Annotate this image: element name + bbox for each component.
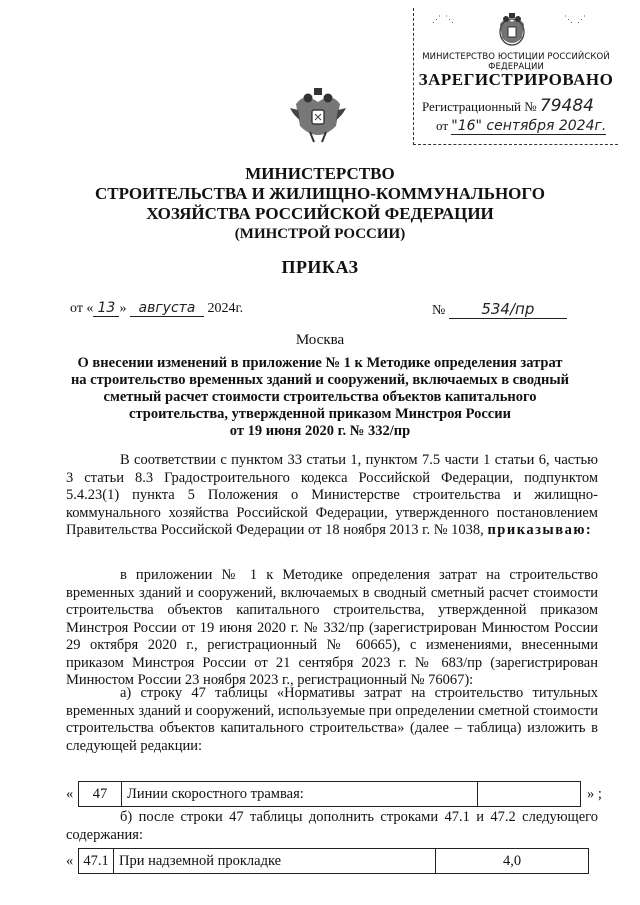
title-line-2: на строительство временных зданий и сооружений, включаемых в сводный <box>70 372 570 388</box>
document-title <box>70 355 570 440</box>
open-quote: « <box>66 852 74 869</box>
title-line-5: от 19 июня 2020 г. № 332/пр <box>229 423 411 439</box>
ministry-line-3: ХОЗЯЙСТВА РОССИЙСКОЙ ФЕДЕРАЦИИ <box>146 204 494 223</box>
registration-stamp <box>413 8 618 145</box>
stamp-dots-left: ⋰⋱ <box>432 14 458 24</box>
close-quote: » ; <box>587 785 602 802</box>
city: Москва <box>295 332 345 348</box>
order-number <box>432 300 567 319</box>
stamp-ministry: МИНИСТЕРСТВО ЮСТИЦИИ РОССИЙСКОЙ ФЕДЕРАЦИИ <box>422 52 610 72</box>
order-date-prefix: от « <box>70 301 94 316</box>
order-day: 13 <box>93 300 119 317</box>
stamp-regno-label: Регистрационный № <box>422 99 537 114</box>
table-cell-value <box>478 781 581 807</box>
order-month: августа <box>130 300 204 317</box>
ministry-line-1: МИНИСТЕРСТВО <box>245 164 395 183</box>
paragraph-basis <box>66 452 598 540</box>
ministry-name <box>60 164 580 224</box>
coat-of-arms-icon <box>286 86 350 146</box>
title-line-1: О внесении изменений в приложение № 1 к Методике определения затрат <box>77 355 563 371</box>
table-cell-name: При надземной прокладке <box>114 848 436 874</box>
coat-of-arms-icon <box>492 10 532 50</box>
stamp-regdate-label: от <box>436 118 449 133</box>
order-date-mid: » <box>119 301 127 316</box>
table-cell-num: 47.1 <box>78 848 114 874</box>
paragraph-basis-text: В соответствии с пунктом 33 статьи 1, пунктом 7.5 части 1 статьи 6, частью 3 статьи 8.3 Градостроительного кодекса Российской Федерации, подпунктом 5.4.23(1) пункта 5 Положения о Министерстве строительства и жилищно-коммунального хозяйства Российской Федерации, утвержденного постановлением Правительства Российской Федерации от 18 ноября 2013 г. № 1038, <box>66 452 598 538</box>
ministry-short-name: (МИНСТРОЙ РОССИИ) <box>234 226 406 242</box>
order-year: 2024г. <box>207 301 244 316</box>
order-no-label: № <box>432 303 446 318</box>
paragraph-item-b: б) после строки 47 таблицы дополнить строками 47.1 и 47.2 следующего содержания: <box>66 809 598 843</box>
stamp-regno-value: 79484 <box>539 96 595 116</box>
table-cell-num: 47 <box>78 781 122 807</box>
paragraph-amendment: в приложении № 1 к Методике определения затрат на строительство временных зданий и сооружений, включаемых в сводный сметный расчет стоимости строительства объектов капитального строительства, утвержденной приказом Минстроя России от 19 июня 2020 г. № 332/пр (зарегистрирован Минюстом России 29 октября 2020 г., регистрационный № 60665), с изменениями, внесенными приказом Минстроя России от 21 сентября 2023 г. № 683/пр (зарегистрирован Минюстом России 23 ноября 2023 г., регистрационный № 76067): <box>66 567 598 688</box>
order-date <box>70 300 243 317</box>
order-no-value: 534/пр <box>449 300 567 319</box>
stamp-regdate-value: "16" сентября 2024г. <box>451 118 607 134</box>
order-keyword: приказываю: <box>487 522 593 538</box>
table-cell-value: 4,0 <box>436 848 589 874</box>
ministry-line-2: СТРОИТЕЛЬСТВА И ЖИЛИЩНО-КОММУНАЛЬНОГО <box>94 184 546 203</box>
table-row <box>66 781 602 807</box>
open-quote: « <box>66 785 74 802</box>
stamp-regdate <box>436 118 606 134</box>
title-line-3: сметный расчет стоимости строительства объектов капитального <box>103 389 537 405</box>
paragraph-item-a: а) строку 47 таблицы «Нормативы затрат на строительство титульных временных зданий и сооружений, используемые при определении сметной стоимости строительства объектов капитального строительства» (далее – таблица) изложить в следующей редакции: <box>66 685 598 754</box>
stamp-dots-right: ⋱⋰ <box>564 14 590 24</box>
title-line-4: строительства, утвержденной приказом Минстроя России <box>129 406 511 422</box>
table-row <box>66 848 589 874</box>
stamp-regno <box>422 96 594 116</box>
document-type: ПРИКАЗ <box>281 257 359 277</box>
table-cell-name: Линии скоростного трамвая: <box>122 781 478 807</box>
stamp-registered: ЗАРЕГИСТРИРОВАНО <box>418 70 614 89</box>
